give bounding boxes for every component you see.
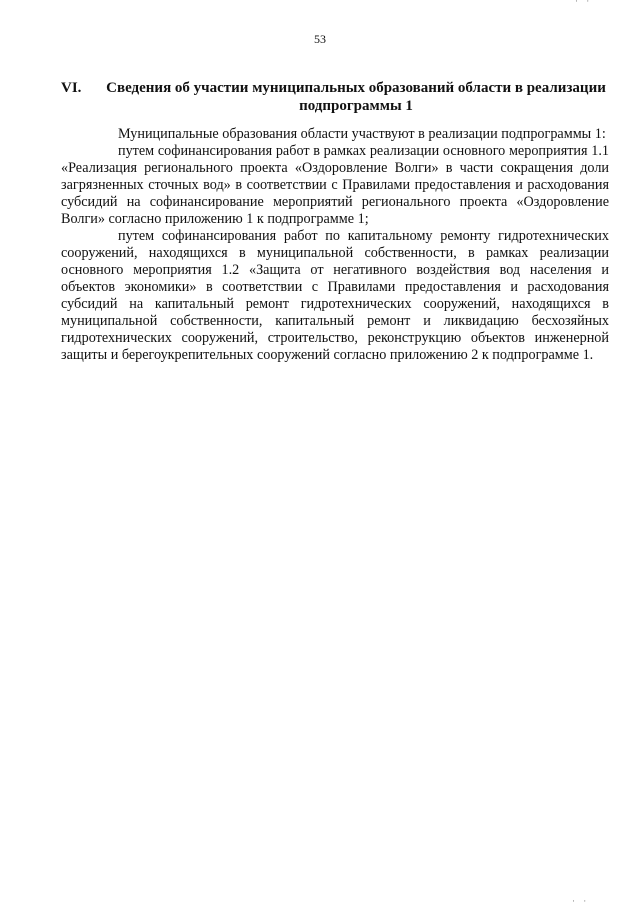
scan-mark-top: · · — [575, 0, 593, 6]
scan-mark-bottom: · · — [572, 896, 590, 906]
paragraph-item-1: путем софинансирования работ в рамках реализации основного мероприятия 1.1 «Реализация регионального проекта «Оздоровление Волги» в части сокращения доли загрязненных сточных вод» в соответствии с Правилами предоставления и расходования субсидий на софинансирование мероприятий регионального проекта «Оздоровление Волги» согласно приложению 1 к подпрограмме 1; — [61, 143, 609, 227]
section-heading — [61, 79, 609, 115]
paragraph-intro: Муниципальные образования области участвуют в реализации подпрограммы 1: — [118, 126, 606, 142]
page-number: 53 — [314, 32, 326, 46]
section-body — [61, 126, 609, 364]
section-numeral: VI. — [61, 80, 82, 96]
section-title: Сведения об участии муниципальных образований области в реализации подпрограммы 1 — [106, 80, 606, 114]
paragraph-item-2: путем софинансирования работ по капитальному ремонту гидротехнических сооружений, находящихся в муниципальной собственности, в рамках реализации основного мероприятия 1.2 «Защита от негативного воздействия вод населения и объектов экономики» в соответствии с Правилами предоставления и расходования субсидий на капитальный ремонт гидротехнических сооружений, находящихся в муниципальной собственности, капитальный ремонт и ликвидацию бесхозяйных гидротехнических сооружений, строительство, реконструкцию объектов инженерной защиты и берегоукрепительных сооружений согласно приложению 2 к подпрограмме 1. — [61, 228, 609, 363]
